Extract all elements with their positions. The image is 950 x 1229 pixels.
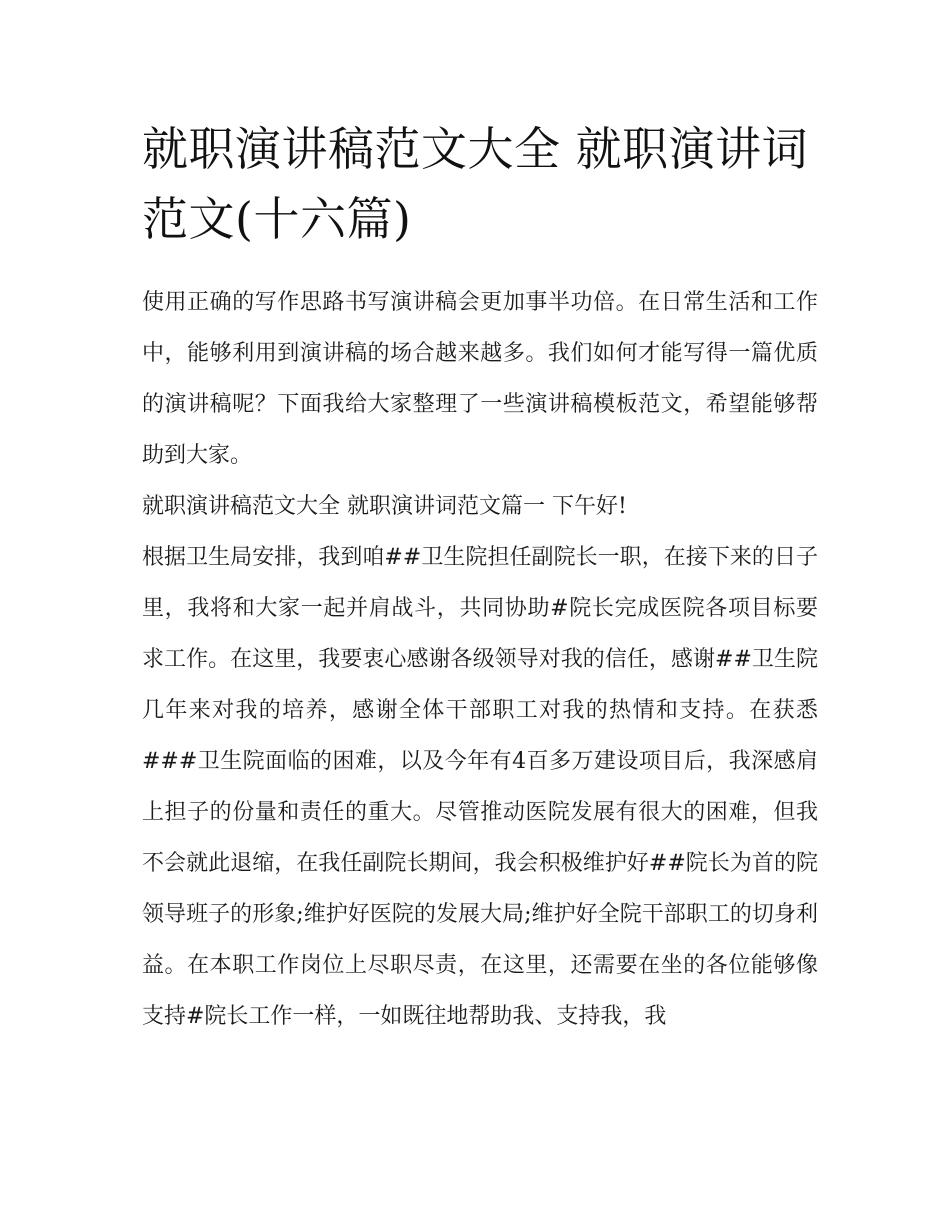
intro-paragraph: 使用正确的写作思路书写演讲稿会更加事半功倍。在日常生活和工作中，能够利用到演讲稿的场合越来越多。我们如何才能写得一篇优质的演讲稿呢？下面我给大家整理了一些演讲稿模板范文，希望能够帮助到大家。: [142, 290, 818, 468]
document-title: 就职演讲稿范文大全 就职演讲词范文(十六篇): [142, 122, 809, 246]
body-paragraph: 根据卫生局安排，我到咱##卫生院担任副院长一职，在接下来的日子里，我将和大家一起并肩战斗，共同协助#院长完成医院各项目标要求工作。在这里，我要衷心感谢各级领导对我的信任，感谢##卫生院几年来对我的培养，感谢全体干部职工对我的热情和支持。在获悉###卫生院面临的困难，以及今年有4百多万建设项目后，我深感肩上担子的份量和责任的重大。尽管推动医院发展有很大的困难，但我不会就此退缩，在我任副院长期间，我会积极维护好##院长为首的院领导班子的形象;维护好医院的发展大局;维护好全院干部职工的切身利益。在本职工作岗位上尽职尽责，在这里，还需要在坐的各位能够像支持#院长工作一样，一如既往地帮助我、支持我，我: [142, 545, 818, 1029]
document-content: [142, 114, 818, 1042]
section-heading: 就职演讲稿范文大全 就职演讲词范文篇一 下午好!: [142, 494, 627, 519]
